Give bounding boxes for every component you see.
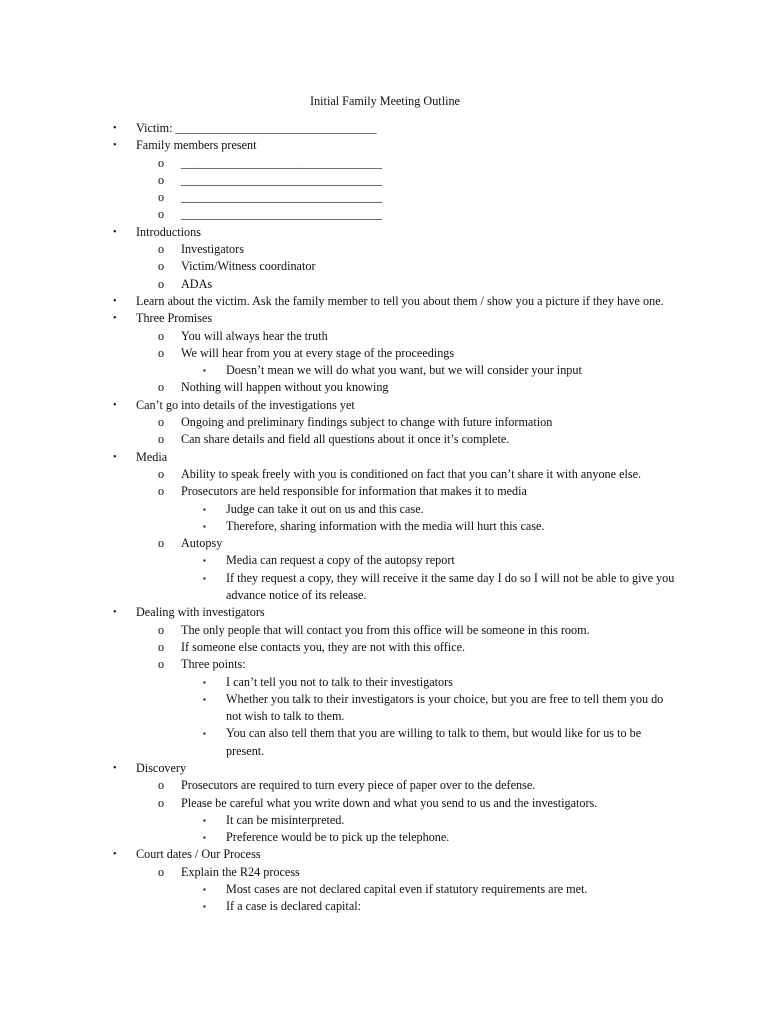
outline-item-level1 (0, 449, 676, 466)
outline-item-text: Can’t go into details of the investigations yet (136, 397, 355, 412)
square-bullet-marker: ▪ (203, 556, 206, 566)
outline-item-text: Prosecutors are held responsible for information that makes it to media (181, 484, 527, 499)
outline-item-text: ADAs (181, 276, 213, 291)
outline-item-level1 (0, 137, 676, 154)
bullet-marker: • (113, 607, 117, 619)
outline-item-level3 (0, 674, 681, 691)
square-bullet-marker: ▪ (203, 366, 206, 376)
outline-item-text: Learn about the victim. Ask the family member to tell you about them / show you a picture if they have one. (136, 293, 664, 308)
outline-item-text: Explain the R24 process (181, 864, 300, 879)
outline-item-level2 (0, 431, 681, 448)
outline-item-text: _________________________________ (181, 207, 383, 222)
outline-item-text: I can’t tell you not to talk to their investigators (226, 674, 453, 689)
square-bullet-marker: ▪ (203, 885, 206, 895)
outline-item-level2 (0, 466, 681, 483)
outline-item-text: Autopsy (181, 536, 223, 551)
outline-item-text: Investigators (181, 242, 244, 257)
bullet-marker: • (113, 226, 117, 238)
outline-item-level2 (0, 155, 681, 172)
sub-bullet-marker: o (158, 622, 165, 637)
square-bullet-marker: ▪ (203, 694, 206, 704)
outline-item-level3 (0, 829, 681, 846)
bullet-marker: • (113, 399, 117, 411)
outline-item-level2 (0, 777, 681, 794)
sub-bullet-marker: o (158, 259, 165, 274)
outline-item-text: Most cases are not declared capital even if statutory requirements are met. (226, 882, 588, 897)
outline-item-level2 (0, 795, 681, 812)
outline-item-level1 (0, 397, 676, 414)
outline-item-level3 (0, 691, 681, 726)
outline-item-level3 (0, 501, 681, 518)
outline-item-level2 (0, 483, 681, 500)
outline-item-level2 (0, 535, 681, 552)
outline-item-level1 (0, 293, 676, 310)
outline-item-level3 (0, 570, 681, 605)
outline-item-text: Therefore, sharing information with the media will hurt this case. (226, 518, 545, 533)
sub-bullet-marker: o (158, 484, 165, 499)
bullet-marker: • (113, 123, 117, 134)
sub-bullet-marker: o (158, 795, 165, 810)
outline-item-text: Discovery (136, 760, 187, 775)
outline-item-text: Three Promises (136, 311, 213, 326)
bullet-marker: • (113, 295, 117, 307)
outline-item-level2 (0, 241, 681, 258)
sub-bullet-marker: o (158, 190, 165, 205)
outline-item-text: You can also tell them that you are willing to talk to them, but would like for us to be present. (226, 726, 642, 758)
outline-item-text: If they request a copy, they will receive it the same day I do so I will not be able to give you advance notice of its release. (226, 570, 675, 603)
outline-item-text: Victim: _________________________________ (136, 121, 377, 135)
square-bullet-marker: ▪ (203, 833, 206, 843)
outline-item-text: Ability to speak freely with you is conditioned on fact that you can’t share it with anyone else. (181, 466, 642, 481)
outline-item-text: _________________________________ (181, 190, 383, 205)
outline-item-text: Introductions (136, 224, 201, 239)
bullet-marker: • (113, 849, 117, 861)
sub-bullet-marker: o (158, 864, 165, 879)
sub-bullet-marker: o (158, 345, 165, 360)
outline-item-text: Dealing with investigators (136, 605, 265, 620)
outline-item-level1 (0, 224, 676, 241)
sub-bullet-marker: o (158, 466, 165, 481)
sub-bullet-marker: o (158, 415, 165, 430)
outline-item-level3 (0, 812, 681, 829)
outline-item-level2 (0, 258, 681, 275)
outline-item-level2 (0, 656, 681, 673)
outline-item-level2 (0, 172, 681, 189)
sub-bullet-marker: o (158, 207, 165, 222)
outline-item-text: If a case is declared capital: (226, 899, 361, 914)
outline-item-text: It can be misinterpreted. (226, 812, 345, 827)
square-bullet-marker: ▪ (203, 521, 206, 531)
outline-item-text: Judge can take it out on us and this case. (226, 501, 424, 516)
outline-item-text: The only people that will contact you from this office will be someone in this room. (181, 622, 590, 637)
sub-bullet-marker: o (158, 657, 165, 672)
outline-item-level2 (0, 414, 681, 431)
square-bullet-marker: ▪ (203, 815, 206, 825)
outline-item-text: Media can request a copy of the autopsy report (226, 553, 455, 568)
outline-item-level1 (0, 846, 676, 863)
outline-item-text: Three points: (181, 657, 246, 672)
bullet-marker: • (113, 140, 117, 152)
outline-item-level1 (0, 604, 676, 621)
outline-item-text: We will hear from you at every stage of the proceedings (181, 345, 455, 360)
sub-bullet-marker: o (158, 639, 165, 654)
outline-item-text: If someone else contacts you, they are not with this office. (181, 639, 466, 654)
sub-bullet-marker: o (158, 328, 165, 343)
outline-item-text: Preference would be to pick up the telephone. (226, 830, 450, 845)
outline-item-level1 (0, 310, 676, 327)
outline-item-text: Media (136, 449, 168, 464)
outline-item-text: Victim/Witness coordinator (181, 259, 316, 274)
outline-item-text: Whether you talk to their investigators is your choice, but you are free to tell them you do not wish to talk to them. (226, 691, 664, 724)
sub-bullet-marker: o (158, 432, 165, 447)
outline-item-level2 (0, 864, 681, 881)
outline-item-level1 (0, 760, 676, 777)
outline-item-text: Ongoing and preliminary findings subject to change with future information (181, 415, 553, 430)
sub-bullet-marker: o (158, 155, 165, 170)
square-bullet-marker: ▪ (203, 504, 206, 514)
outline-item-text: Family members present (136, 138, 257, 153)
sub-bullet-marker: o (158, 172, 165, 187)
outline-item-text: Court dates / Our Process (136, 847, 261, 862)
square-bullet-marker: ▪ (203, 902, 206, 912)
square-bullet-marker: ▪ (203, 729, 206, 739)
sub-bullet-marker: o (158, 242, 165, 257)
outline-item-text: _________________________________ (181, 155, 383, 170)
outline-item-level2 (0, 189, 681, 206)
bullet-marker: • (113, 762, 117, 774)
square-bullet-marker: ▪ (203, 677, 206, 687)
sub-bullet-marker: o (158, 778, 165, 793)
outline-item-level2 (0, 328, 681, 345)
outline-item-level3 (0, 552, 681, 569)
outline-item-text: Prosecutors are required to turn every piece of paper over to the defense. (181, 778, 536, 793)
outline-item-text: Doesn’t mean we will do what you want, but we will consider your input (226, 363, 582, 378)
sub-bullet-marker: o (158, 536, 165, 551)
outline-list (0, 120, 770, 916)
sub-bullet-marker: o (158, 276, 165, 291)
outline-item-level1 (0, 120, 676, 137)
document-title: Initial Family Meeting Outline (310, 94, 460, 108)
outline-item-level3 (0, 518, 681, 535)
outline-item-text: Please be careful what you write down and what you send to us and the investigators. (181, 795, 598, 810)
outline-item-level2 (0, 276, 681, 293)
outline-item-level2 (0, 379, 681, 396)
sub-bullet-marker: o (158, 380, 165, 395)
outline-item-level3 (0, 362, 681, 379)
outline-item-level2 (0, 622, 681, 639)
outline-item-level3 (0, 725, 681, 760)
outline-item-text: Nothing will happen without you knowing (181, 380, 389, 395)
bullet-marker: • (113, 451, 117, 463)
outline-item-level2 (0, 639, 681, 656)
outline-item-text: Can share details and field all questions about it once it’s complete. (181, 432, 510, 447)
square-bullet-marker: ▪ (203, 573, 206, 583)
outline-item-level3 (0, 881, 681, 898)
outline-item-level2 (0, 345, 681, 362)
outline-item-text: _________________________________ (181, 172, 383, 187)
outline-item-text: You will always hear the truth (181, 328, 328, 343)
outline-item-level3 (0, 898, 681, 915)
bullet-marker: • (113, 313, 117, 325)
outline-item-level2 (0, 206, 681, 223)
